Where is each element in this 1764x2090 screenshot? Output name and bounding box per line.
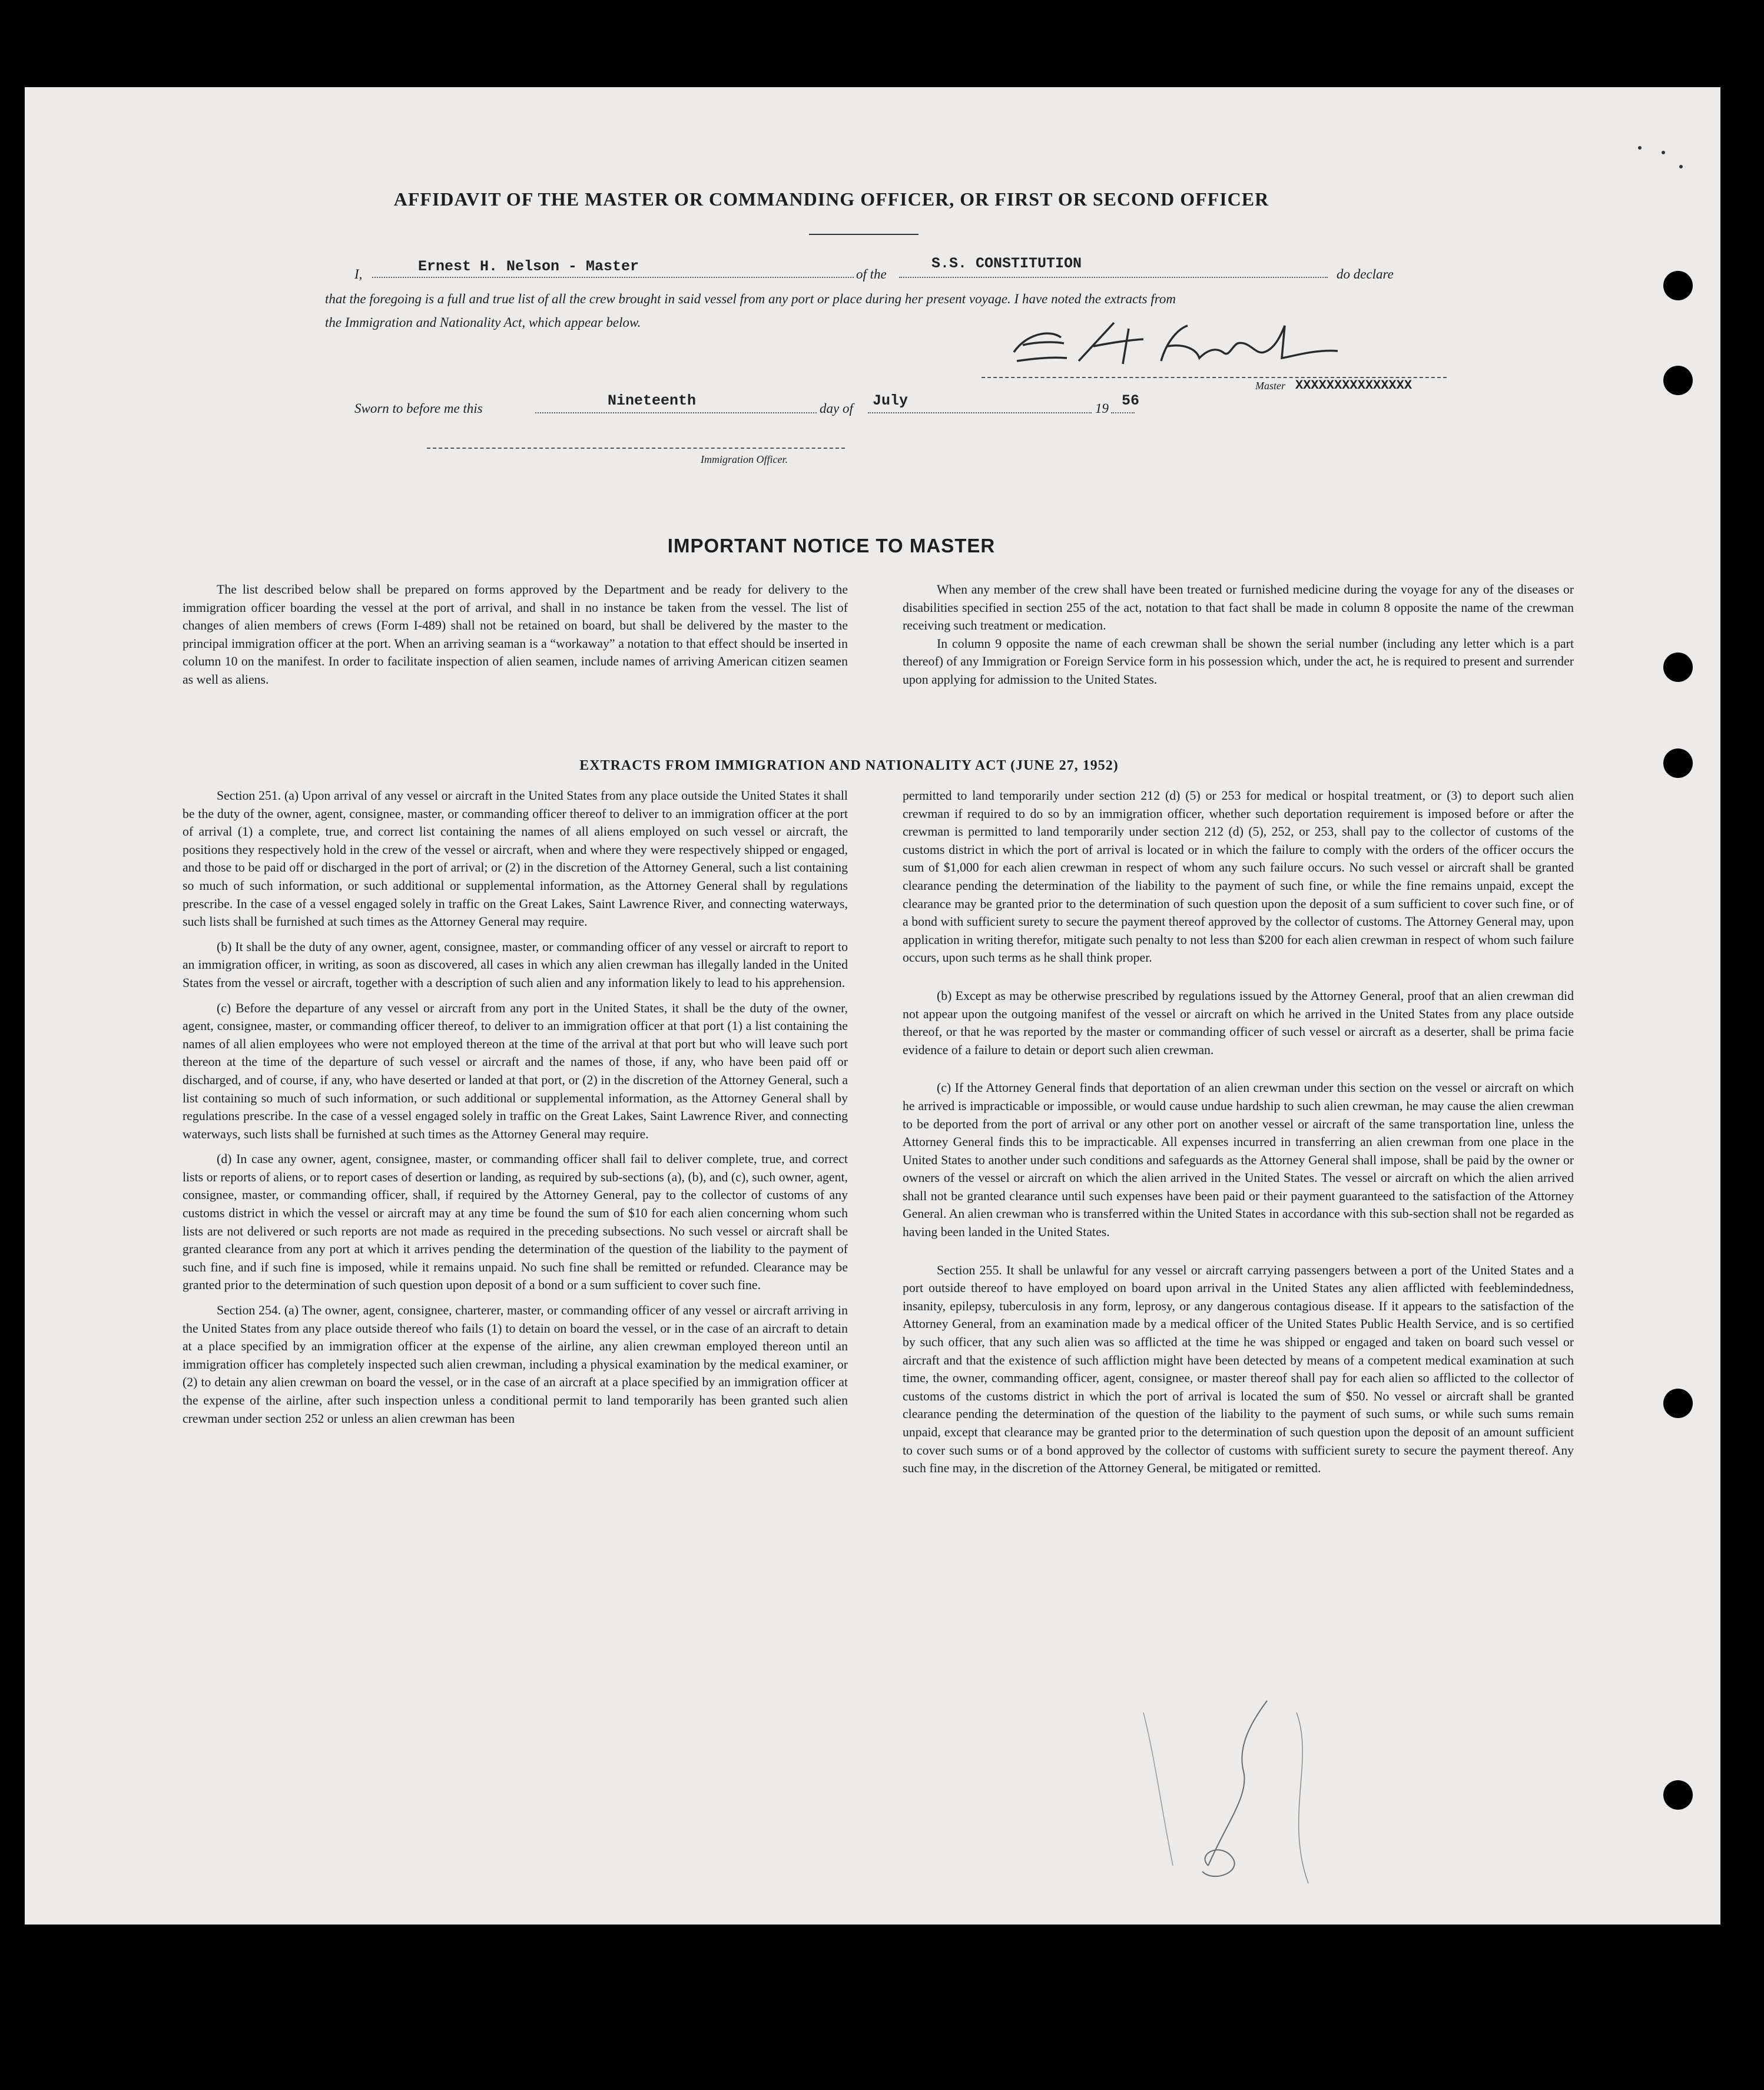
- notice-title: IMPORTANT NOTICE TO MASTER: [667, 535, 996, 557]
- punch-hole: [1663, 366, 1693, 395]
- corner-mark: [265, 111, 270, 117]
- officer-label: Immigration Officer.: [701, 453, 788, 465]
- affidavit-title: AFFIDAVIT OF THE MASTER OR COMMANDING OFFICER, OR FIRST OR SECOND OFFICER: [393, 188, 1269, 210]
- extract-paragraph: Section 254. (a) The owner, agent, consignee, charterer, master, or commanding officer of any vessel or aircraft arriving in the United States from any place outside thereof who fails (1) to detain on board the vessel, or in the case of an aircraft to detain at a place specified by an immigration officer at the expense of the airline, any alien crewman employed thereon until an immigration officer has completely inspected such alien crewman, including a physical examination by the medical examiner, or (2) to detain any alien crewman on board the vessel, or in the case of an aircraft at a place specified by an immigration officer at the expense of the airline, after such inspection unless a conditional permit to land temporarily has been granted such alien crewman under section 252 or unless an alien crewman has been: [183, 1303, 848, 1426]
- punch-hole: [1663, 1780, 1693, 1810]
- punch-hole: [1663, 652, 1693, 682]
- master-name-field: Ernest H. Nelson - Master: [418, 258, 639, 275]
- extracts-title: EXTRACTS FROM IMMIGRATION AND NATIONALITY ACT (JUNE 27, 1952): [579, 758, 1119, 773]
- title-divider: [809, 234, 919, 235]
- extract-paragraph: (d) In case any owner, agent, consignee, master, or commanding officer shall fail to deliver complete, true, and correct lists or reports of aliens, or to report cases of desertion or landing, as required by sub-sections (a), (b), and (c), such owner, agent, consignee, master, or commanding officer, shall, if required by the Attorney General, pay to the collector of customs of any customs district in which the vessel or aircraft may at any time be found the sum of $10 for each alien concerning whom such lists are not delivered or such reports are not made as required in the preceding subsections. No such vessel or aircraft shall be granted clearance from any port at which it arrives pending the determination of the question of the liability to the payment of such fine, and if such fine is imposed, while it remains unpaid. No such fine shall be remitted or refunded. Clearance may be granted prior to the determination of such question upon deposit of a bond or a sum sufficient to cover such fine.: [183, 1152, 848, 1293]
- notice-right-paragraph: When any member of the crew shall have been treated or furnished medicine during the voyage for any of the diseases or disabilities specified in section 255 of the act, notation to that fact shall be made in column 8 opposite the name of the crewman receiving such treatment or medication.: [903, 582, 1574, 633]
- affidavit-statement-line1: that the foregoing is a full and true list of all the crew brought in said vessel from any port or place during her present voyage. I have noted the extracts from: [325, 292, 1176, 306]
- of-the-label: of the: [856, 267, 887, 281]
- master-struck-text: XXXXXXXXXXXXXXX: [1295, 378, 1412, 393]
- affidavit-statement-line2: the Immigration and Nationality Act, which appear below.: [325, 315, 641, 330]
- day-of-label: day of: [820, 401, 853, 416]
- affidavit-page: [25, 87, 1720, 1925]
- notice-left-column: [183, 581, 848, 696]
- sworn-year-line: [1111, 412, 1135, 413]
- sworn-year-field: 56: [1122, 392, 1140, 409]
- sworn-day-line: [535, 412, 817, 413]
- do-declare-label: do declare: [1337, 267, 1394, 281]
- speck: [1662, 151, 1665, 154]
- extract-paragraph: Section 255. It shall be unlawful for any vessel or aircraft carrying passengers between a port of the United States and a port outside thereof to have employed on board upon arrival in the United States any alien afflicted with feeblemindedness, insanity, epilepsy, tuberculosis in any form, leprosy, or any dangerous contagious disease. If it appears to the satisfaction of the Attorney General, from an examination made by a medical officer of the United States Public Health Service, and is so certified by such officer, that any such alien was so afflicted at the time he was shipped or engaged and taken on board such vessel or aircraft and that the existence of such affliction might have been detected by means of a competent medical examination at such time, the owner, commanding officer, agent, consignee, or master thereof shall pay for each alien so afflicted to the collector of customs of the customs district in which the port of arrival is located the sum of $50. No vessel or aircraft shall be granted clearance pending the determination of the question of the liability to the payment of such sums, or while such sums remain unpaid, except that clearance may be granted prior to the determination of such question upon the deposit of an amount sufficient to cover such sums or of a bond approved by the collector of customs with sufficient surety to secure the payment thereof. Any such fine may, in the discretion of the Attorney General, be mitigated or remitted.: [903, 1263, 1574, 1476]
- notice-left-paragraph: The list described below shall be prepared on forms approved by the Department and be ready for delivery to the immigration officer boarding the vessel at the port of arrival, and shall in no instance be taken from the vessel. The list of changes of alien members of crews (Form I-489) shall not be retained on board, but shall be delivered by the master to the principal immigration officer at the port. When an arriving seaman is a “workaway” a notation to that effect should be inserted in column 10 on the manifest. In order to facilitate inspection of alien seamen, include names of arriving American citizen seamen as well as aliens.: [183, 582, 848, 687]
- sworn-month-line: [868, 412, 1092, 413]
- extracts-left-column: [183, 787, 848, 1435]
- extract-paragraph: permitted to land temporarily under section 212 (d) (5) or 253 for medical or hospital treatment, or (3) to deport such alien crewman if required to do so by an immigration officer, whether such deportation requirement is imposed before or after the crewman is permitted to land temporarily under section 212 (d) (5), 252, or 253, shall pay to the collector of customs of the customs district in which the port of arrival is located or in which the failure to comply with the orders of the officer occurs the sum of $1,000 for each alien crewman in respect of whom any such failure occurs. No such vessel or aircraft shall be granted clearance pending the determination of the liability to the payment of such fine, or while the fine remains unpaid, except the clearance may be granted prior to the determination of such question upon the deposit of a sum sufficient to cover such fine, or of a bond with sufficient surety to secure the payment thereof approved by the collector of customs. The Attorney General may, upon application in writing therefor, mitigate such penalty to not less than $200 for each alien crewman in respect of whom such failure occurs, upon such terms as he shall think proper.: [903, 789, 1574, 965]
- year-prefix-label: 19: [1095, 401, 1109, 416]
- i-label: I,: [354, 267, 363, 281]
- punch-hole: [1663, 1389, 1693, 1418]
- speck: [1638, 146, 1642, 150]
- punch-hole: [1663, 271, 1693, 300]
- officer-signature-line: [427, 448, 845, 449]
- extract-paragraph: (b) Except as may be otherwise prescribed by regulations issued by the Attorney General, proof that an alien crewman did not appear upon the outgoing manifest of the vessel or aircraft on which he arrived in the United States from any place outside thereof, or that he was reported by the master or commanding officer of such vessel or aircraft as a deserter, shall be prima facie evidence of a failure to detain or deport such alien crewman.: [903, 988, 1574, 1057]
- extracts-right-column: [903, 787, 1574, 1485]
- speck: [1679, 165, 1683, 168]
- notice-right-column: [903, 581, 1574, 696]
- extract-paragraph: (b) It shall be the duty of any owner, agent, consignee, master, or commanding officer of any vessel or aircraft to report to an immigration officer, in writing, as soon as discovered, all cases in which any alien crewman has illegally landed in the United States from the vessel or aircraft, together with a description of such alien and any information likely to lead to his apprehension.: [183, 939, 848, 990]
- vessel-name-field: S.S. CONSTITUTION: [931, 255, 1082, 272]
- extract-paragraph: Section 251. (a) Upon arrival of any vessel or aircraft in the United States from any place outside the United States it shall be the duty of the owner, agent, consignee, master, or commanding officer thereof to deliver to an immigration officer at the port of arrival (1) a complete, true, and correct list containing the names of all aliens employed on such vessel or aircraft, the positions they respectively hold in the crew of the vessel or aircraft, when and where they were respectively shipped or engaged, and those to be paid off or discharged in the port of arrival; or (2) in the discretion of the Attorney General, such a list containing so much of such information, or such additional or supplemental information, as the Attorney General shall by regulations prescribe. In the case of a vessel engaged solely in traffic on the Great Lakes, Saint Lawrence River, and connecting waterways, such lists shall be furnished at such times as the Attorney General may require.: [183, 789, 848, 929]
- sworn-day-field: Nineteenth: [608, 392, 697, 409]
- pencil-scribble: [1120, 1689, 1367, 1901]
- master-signature: [990, 311, 1344, 376]
- punch-hole: [1663, 748, 1693, 778]
- extract-paragraph: (c) If the Attorney General finds that deportation of an alien crewman under this section on the vessel or aircraft on which he arrived is impracticable or impossible, or would cause undue hardship to such alien crewman, he may cause the alien crewman to be deported from the port of arrival or any other port on another vessel or aircraft of the same transportation line, unless the Attorney General finds this to be impracticable. All expenses incurred in transferring an alien crewman from one place in the United States to another under such conditions and safeguards as the Attorney General shall impose, shall be paid by the owner or owners of the vessel or aircraft on which the alien arrived in the United States. The vessel or aircraft on which the alien arrived shall not be granted clearance until such expenses have been paid or their payment guaranteed to the satisfaction of the Attorney General. An alien crewman who is transferred within the United States in accordance with this sub-section shall not be regarded as having been landed in the United States.: [903, 1081, 1574, 1240]
- notice-right-paragraph: In column 9 opposite the name of each crewman shall be shown the serial number (including any letter which is a part thereof) of any Immigration or Foreign Service form in his possession which, under the act, he is required to present and surrender upon applying for admission to the United States.: [903, 636, 1574, 687]
- sworn-month-field: July: [873, 392, 908, 409]
- master-label: Master: [1255, 380, 1285, 392]
- name-line: [372, 277, 854, 278]
- sworn-label: Sworn to before me this: [354, 401, 483, 416]
- extract-paragraph: (c) Before the departure of any vessel or aircraft from any port in the United States, it shall be the duty of the owner, agent, consignee, master, or commanding officer thereof, to deliver to an immigration officer at that port (1) a list containing the names of all alien employees who were not employed thereon at the time of the arrival at that port but who will leave such port thereon at the time of the departure of such vessel or aircraft and the names of those, if any, who have been paid off or discharged, and of course, if any, who have deserted or landed at that port, or (2) in the discretion of the Attorney General, such a list containing so much of such information, or such additional or supplemental information, as the Attorney General shall by regulations prescribe. In the case of a vessel engaged solely in traffic on the Great Lakes, Saint Lawrence River, and connecting waterways, such lists shall be furnished at such times as the Attorney General may require.: [183, 1001, 848, 1141]
- vessel-line: [899, 277, 1328, 278]
